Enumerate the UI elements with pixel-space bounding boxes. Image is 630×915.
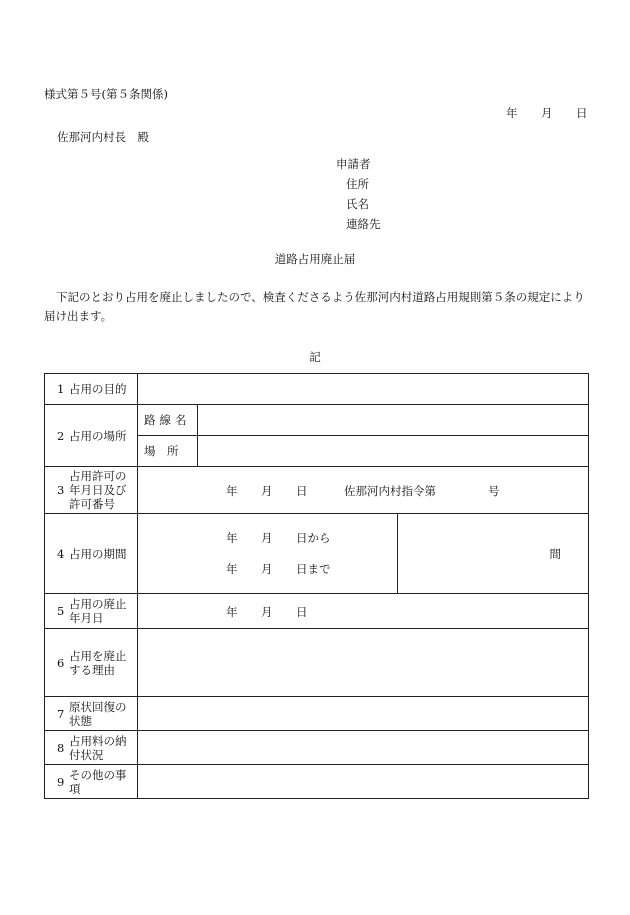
row-number: 2 [57, 428, 65, 443]
document-title: 道路占用廃止届 [274, 252, 356, 266]
row-fee-payment [45, 731, 589, 765]
location-label: 占用の場所 [69, 428, 127, 443]
abolish-year-unit: 年 [226, 605, 238, 619]
applicant-contact-label: 連絡先 [346, 217, 381, 231]
row-other [45, 765, 589, 799]
row-number: 1 [57, 382, 65, 396]
place-field[interactable] [198, 436, 589, 467]
row-location-route [45, 405, 589, 436]
body-paragraph: 下記のとおり占用を廃止しましたので、検査くださるよう佐那河内村道路占用規則第５条の規定により届け出ます。 [44, 290, 585, 323]
row-abolish-date [45, 594, 589, 629]
applicant-title: 申請者 [336, 157, 371, 171]
period-duration-field[interactable] [398, 514, 589, 594]
form-table [44, 373, 589, 799]
route-name-label: 路線名 [138, 405, 198, 436]
abolish-date-label-line: 年月日 [69, 611, 104, 625]
purpose-label: 占用の目的 [69, 382, 127, 396]
abolish-reason-label-cell [45, 629, 138, 697]
other-label [69, 768, 127, 796]
permit-field[interactable] [138, 467, 589, 514]
period-label: 占用の期間 [69, 546, 127, 561]
restoration-label-line: 原状回復の [69, 699, 127, 714]
date-day: 日 [576, 106, 588, 120]
abolish-reason-field[interactable] [138, 629, 589, 697]
date-month: 月 [541, 106, 553, 120]
restoration-label [69, 700, 127, 728]
period-dates-field[interactable] [138, 514, 398, 594]
fee-payment-label [69, 734, 127, 762]
row-number: 6 [57, 655, 65, 670]
period-to-day: 日まで [296, 562, 331, 576]
row-number: 3 [57, 483, 65, 497]
abolish-date-label-cell [45, 594, 138, 629]
applicant-block [336, 154, 381, 234]
permit-label [69, 469, 127, 511]
period-label-cell [45, 514, 138, 594]
row-number: 5 [57, 604, 65, 618]
period-duration-unit: 間 [549, 547, 562, 561]
fee-payment-label-line: 占用料の納 [69, 733, 127, 748]
period-from-month: 月 [261, 531, 273, 545]
other-label-line: その他の事 [69, 767, 127, 782]
restoration-label-line: 状態 [69, 713, 92, 728]
row-period [45, 514, 589, 594]
abolish-month-unit: 月 [261, 605, 273, 619]
abolish-date-field[interactable] [138, 594, 589, 629]
purpose-label-cell [45, 374, 138, 405]
period-from-day: 日から [296, 531, 331, 545]
restoration-label-cell [45, 697, 138, 731]
ki-heading: 記 [309, 350, 321, 364]
row-number: 8 [57, 740, 65, 755]
restoration-field[interactable] [138, 697, 589, 731]
other-label-cell [45, 765, 138, 799]
applicant-name-label: 氏名 [346, 197, 369, 211]
route-name-field[interactable] [198, 405, 589, 436]
permit-day-unit: 日 [296, 484, 308, 498]
abolish-reason-label-line: 占用を廃止 [69, 648, 127, 663]
permit-label-line: 占用許可の [69, 469, 127, 483]
place-label: 場 所 [138, 436, 198, 467]
fee-payment-label-line: 付状況 [69, 747, 104, 762]
abolish-date-label [69, 597, 127, 625]
other-field[interactable] [138, 765, 589, 799]
abolish-day-unit: 日 [296, 605, 308, 619]
form-number-label: 様式第５号(第５条関係) [44, 87, 168, 101]
abolish-reason-label-line: する理由 [69, 662, 115, 677]
addressee: 佐那河内村長 殿 [57, 130, 149, 144]
permit-year-unit: 年 [226, 484, 238, 498]
permit-month-unit: 月 [261, 484, 273, 498]
row-restoration [45, 697, 589, 731]
period-to-year: 年 [226, 562, 238, 576]
applicant-address-label: 住所 [346, 177, 369, 191]
permit-label-cell [45, 467, 138, 514]
permit-label-line: 年月日及び [69, 483, 127, 497]
purpose-field[interactable] [138, 374, 589, 405]
other-label-line: 項 [69, 781, 81, 796]
date-year: 年 [506, 106, 518, 120]
row-number: 4 [57, 546, 65, 561]
row-purpose [45, 374, 589, 405]
period-from-year: 年 [226, 531, 238, 545]
permit-designation: 佐那河内村指令第 [344, 484, 436, 498]
row-number: 9 [57, 774, 65, 789]
abolish-reason-label [69, 649, 127, 677]
location-label-cell [45, 405, 138, 467]
row-permit [45, 467, 589, 514]
fee-payment-field[interactable] [138, 731, 589, 765]
permit-number-unit: 号 [488, 484, 500, 498]
row-abolish-reason [45, 629, 589, 697]
row-number: 7 [57, 706, 65, 721]
period-to-month: 月 [261, 562, 273, 576]
abolish-date-label-line: 占用の廃止 [69, 597, 127, 611]
permit-label-line: 許可番号 [69, 497, 115, 511]
fee-payment-label-cell [45, 731, 138, 765]
